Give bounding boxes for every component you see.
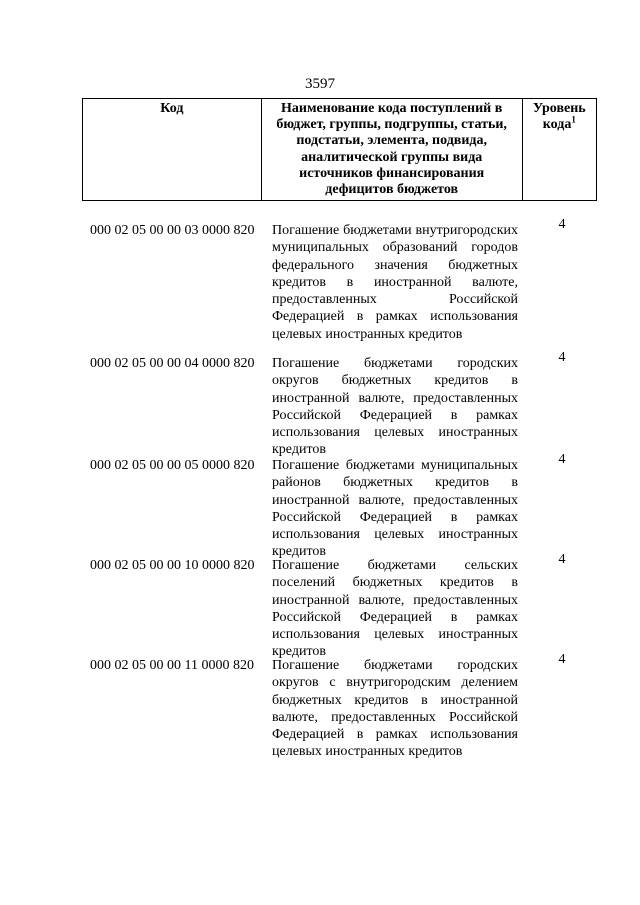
row-name: Погашение бюджетами муниципальных районов бюджетных кредитов в иностранной валюте, предоставленных Российской Федерацией в рамках использования целевых иностранных кредитов (272, 458, 518, 560)
header-level (522, 99, 596, 201)
row-code: 000 02 05 00 00 10 0000 820 (90, 558, 255, 573)
header-code: Код (83, 99, 262, 201)
row-code: 000 02 05 00 00 05 0000 820 (90, 458, 255, 473)
header-name: Наименование кода поступлений в бюджет, группы, подгруппы, статьи, подстатьи, элемента, подвида, аналитической группы вида источников финансирования дефицитов бюджетов (261, 99, 522, 201)
row-code: 000 02 05 00 00 03 0000 820 (90, 223, 255, 238)
header-level-footnote: 1 (571, 114, 576, 125)
row-name: Погашение бюджетами городских округов бюджетных кредитов в иностранной валюте, предоставленных Российской Федерацией в рамках использования целевых иностранных кредитов (272, 356, 518, 458)
row-level: 4 (558, 552, 566, 567)
row-level: 4 (558, 652, 566, 667)
page-number: 3597 (305, 76, 335, 92)
header-level-label: Уровень кода (532, 101, 586, 133)
row-level: 4 (558, 452, 566, 467)
row-name: Погашение бюджетами городских округов с внутригородским делением бюджетных кредитов в иностранной валюте, предоставленных Российской Федерацией в рамках использования целевых иностранных кредитов (272, 658, 518, 760)
row-code: 000 02 05 00 00 11 0000 820 (90, 658, 254, 673)
row-level: 4 (558, 217, 566, 232)
row-name: Погашение бюджетами внутригородских муниципальных образований городов федерального значения бюджетных кредитов в иностранной валюте, предоставленных Российской Федерацией в рамках использования целевых иностранных кредитов (272, 223, 518, 342)
row-level: 4 (558, 350, 566, 365)
row-code: 000 02 05 00 00 04 0000 820 (90, 356, 255, 371)
row-name: Погашение бюджетами сельских поселений бюджетных кредитов в иностранной валюте, предоставленных Российской Федерацией в рамках использования целевых иностранных кредитов (272, 558, 518, 660)
table-header (82, 98, 597, 201)
